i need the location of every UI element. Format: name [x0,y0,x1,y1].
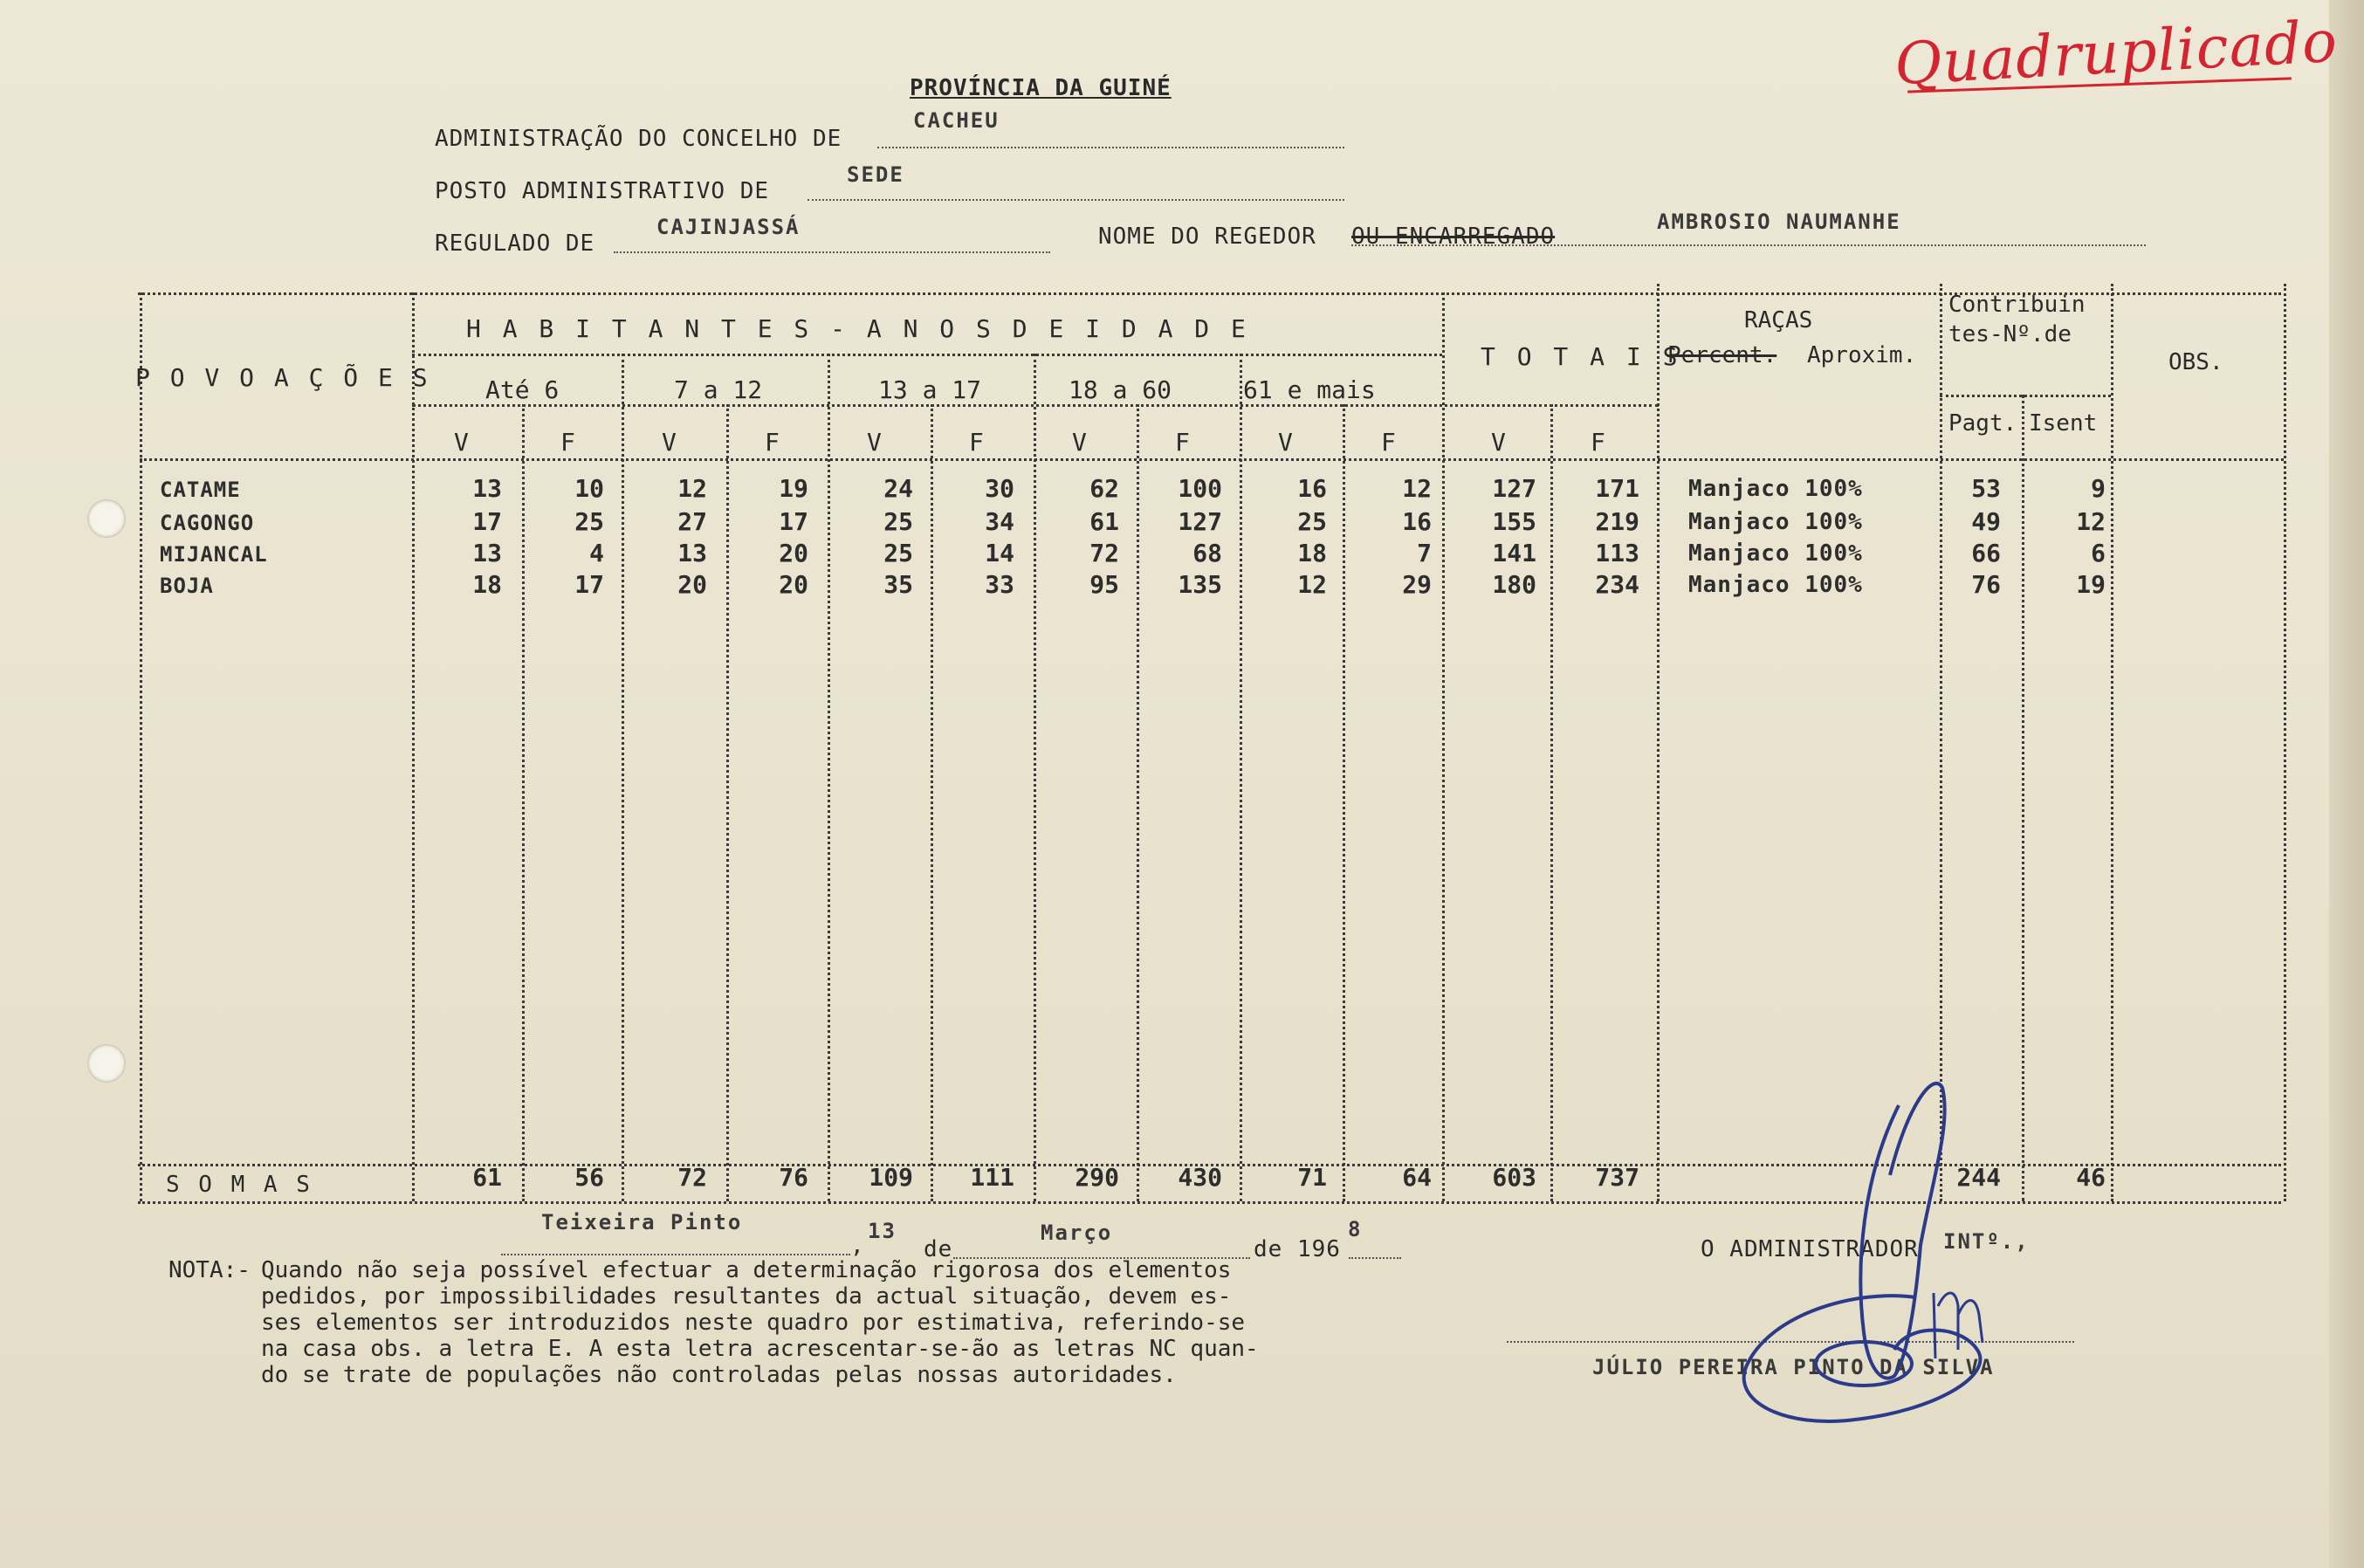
age-count-cell: 25 [883,539,913,567]
age-count-cell: 13 [472,539,502,567]
col-divider [522,404,525,1201]
vf-header-cell: V [1072,428,1087,457]
place-line [501,1254,850,1255]
racas-subheader: Aproxim. [1807,342,1917,368]
year-suffix: 8 [1348,1217,1363,1241]
soma-cell: 64 [1402,1163,1432,1192]
comma: , [850,1233,865,1259]
punch-hole-top [87,499,126,538]
soma-total-cell: 603 [1492,1163,1536,1192]
table-left-border [140,292,142,1201]
isent-cell: 9 [2091,474,2106,503]
regedor-value: AMBROSIO NAUMANHE [1657,210,1901,234]
isent-cell: 6 [2091,539,2106,567]
age-count-cell: 4 [589,539,604,567]
soma-cell: 430 [1178,1163,1222,1192]
age-count-cell: 20 [779,539,808,567]
totais-header: T O T A I S [1481,342,1681,371]
age-count-cell: 25 [574,507,604,536]
age-count-cell: 17 [779,507,808,536]
pagt-cell: 53 [1971,474,2001,503]
povoacao-name: CATAME [160,478,241,502]
raca-cell: Manjaco 100% [1688,476,1863,502]
regedor-label: NOME DO REGEDOR [1098,224,1316,250]
vf-header-cell: V [662,428,677,457]
col-divider [1442,292,1445,1201]
soma-cell: 61 [472,1163,502,1192]
soma-total-cell: 46 [2076,1163,2106,1192]
age-count-cell: 24 [883,474,913,503]
total-cell: 180 [1492,570,1536,599]
nota-block [168,1257,1446,1388]
vf-header-cell: V [1278,428,1293,457]
nota-line: ses elementos ser introduzidos neste quadro por estimativa, referindo-se [261,1310,1246,1336]
year-prefix: de 196 [1254,1236,1341,1262]
soma-cell: 56 [574,1163,604,1192]
age-count-cell: 25 [883,507,913,536]
concelho-value: CACHEU [913,108,1000,133]
pagt-header: Pagt. [1948,410,2017,437]
contrib-divider [1940,395,2111,397]
age-count-cell: 29 [1402,570,1432,599]
regulado-label: REGULADO DE [435,230,595,257]
admin-suffix: INTº., [1943,1229,2030,1254]
vf-header-cell: F [1175,428,1190,457]
day-value: 13 [868,1219,897,1243]
vf-header-cell: F [1381,428,1396,457]
total-cell: 155 [1492,507,1536,536]
somas-label: S O M A S [166,1172,313,1198]
posto-line [807,199,1344,201]
soma-cell: 109 [869,1163,913,1192]
age-count-cell: 25 [1297,507,1327,536]
regedor-struck-text: OU ENCARREGADO [1351,224,1556,250]
col-divider [1034,354,1036,1201]
header-bottom-divider [140,458,2284,461]
age-count-cell: 27 [677,507,707,536]
col-divider [931,404,933,1201]
age-group-2: 13 a 17 [878,375,982,404]
racas-header: RAÇAS [1744,307,1813,334]
povoacoes-header: P O V O A Ç Õ E S [135,363,430,392]
punch-hole-bottom [87,1044,126,1083]
col-divider [1657,284,1660,1201]
age-count-cell: 95 [1089,570,1119,599]
age-count-cell: 33 [985,570,1014,599]
vf-header-cell: F [969,428,984,457]
age-count-cell: 16 [1297,474,1327,503]
place-value: Teixeira Pinto [541,1210,743,1234]
nota-label: NOTA:- [168,1257,251,1283]
handwritten-signature [1733,1070,2099,1437]
col-divider [412,292,415,1201]
age-count-cell: 30 [985,474,1014,503]
age-count-cell: 18 [1297,539,1327,567]
month-value: Março [1041,1221,1113,1245]
handwritten-annotation: Quadruplicado [1893,7,2340,99]
isent-cell: 19 [2076,570,2106,599]
age-group-1: 7 a 12 [674,375,763,404]
raca-cell: Manjaco 100% [1688,540,1863,567]
isent-cell: 12 [2076,507,2106,536]
age-group-3: 18 a 60 [1069,375,1172,404]
vf-header-cell: V [454,428,469,457]
contrib-header-2: tes-Nº.de [1948,321,2072,347]
concelho-line [877,147,1344,148]
age-count-cell: 20 [779,570,808,599]
col-divider [622,354,624,1201]
age-count-cell: 20 [677,570,707,599]
regulado-value: CAJINJASSÁ [656,215,801,239]
vf-header-cell: F [1591,428,1605,457]
age-count-cell: 10 [574,474,604,503]
age-count-cell: 68 [1192,539,1222,567]
age-count-cell: 127 [1178,507,1222,536]
regulado-line [614,251,1050,253]
col-divider [726,404,729,1201]
total-cell: 234 [1595,570,1639,599]
age-count-cell: 17 [574,570,604,599]
raca-cell: Manjaco 100% [1688,572,1863,598]
posto-label: POSTO ADMINISTRATIVO DE [435,178,770,204]
vf-header-cell: V [1491,428,1506,457]
province-title: PROVÍNCIA DA GUINÉ [910,75,1172,101]
soma-cell: 111 [970,1163,1014,1192]
vf-header-cell: V [867,428,882,457]
racas-struck: Percent. [1667,342,1777,368]
age-count-cell: 35 [883,570,913,599]
paper-edge [2329,0,2364,1568]
col-divider [1137,404,1139,1201]
soma-cell: 72 [677,1163,707,1192]
col-divider [1940,284,1942,1201]
col-divider [2111,284,2113,1201]
concelho-label: ADMINISTRAÇÃO DO CONCELHO DE [435,126,842,152]
age-count-cell: 135 [1178,570,1222,599]
age-count-cell: 72 [1089,539,1119,567]
soma-cell: 76 [779,1163,808,1192]
povoacao-name: MIJANCAL [160,542,268,567]
nota-line: do se trate de populações não controladas pelas nossas autoridades. [261,1362,1177,1388]
admin-label: O ADMINISTRADOR [1701,1236,1919,1262]
total-cell: 113 [1595,539,1639,567]
age-count-cell: 19 [779,474,808,503]
de-label: de [924,1236,953,1262]
age-count-cell: 14 [985,539,1014,567]
age-count-cell: 34 [985,507,1014,536]
pagt-cell: 76 [1971,570,2001,599]
soma-total-cell: 737 [1595,1163,1639,1192]
age-count-cell: 12 [1402,474,1432,503]
contrib-header-1: Contribuin [1948,292,2086,318]
age-count-cell: 61 [1089,507,1119,536]
isent-header: Isent [2029,410,2098,437]
nota-line: na casa obs. a letra E. A esta letra acrescentar-se-ão as letras NC quan- [261,1336,1259,1362]
soma-total-cell: 244 [1956,1163,2001,1192]
nota-text [261,1257,1446,1388]
age-count-cell: 12 [677,474,707,503]
habitantes-header: H A B I T A N T E S - A N O S D E I D A D E [466,314,1249,343]
table-right-border [2284,284,2286,1201]
vf-header-cell: F [765,428,780,457]
raca-cell: Manjaco 100% [1688,509,1863,535]
age-count-cell: 12 [1297,570,1327,599]
col-divider [1343,404,1345,1201]
col-divider [1550,404,1553,1201]
pagt-cell: 66 [1971,539,2001,567]
age-count-cell: 62 [1089,474,1119,503]
age-count-cell: 13 [677,539,707,567]
total-cell: 219 [1595,507,1639,536]
age-count-cell: 18 [472,570,502,599]
povoacao-name: CAGONGO [160,511,255,535]
regedor-line [1351,244,2146,246]
soma-cell: 290 [1075,1163,1119,1192]
total-cell: 171 [1595,474,1639,503]
admin-name: JÚLIO PEREIRA PINTO DA SILVA [1592,1355,1995,1379]
col-divider [1240,354,1242,1201]
age-group-4: 61 e mais [1243,375,1376,404]
age-count-cell: 16 [1402,507,1432,536]
age-count-cell: 100 [1178,474,1222,503]
total-cell: 127 [1492,474,1536,503]
age-count-cell: 17 [472,507,502,536]
posto-value: SEDE [847,162,904,187]
col-divider [828,354,830,1201]
pagt-cell: 49 [1971,507,2001,536]
nota-line: Quando não seja possível efectuar a determinação rigorosa dos elementos [261,1257,1232,1283]
soma-cell: 71 [1297,1163,1327,1192]
age-count-cell: 13 [472,474,502,503]
age-group-0: Até 6 [485,375,560,404]
nota-line: pedidos, por impossibilidades resultantes da actual situação, devem es- [261,1283,1232,1310]
total-cell: 141 [1492,539,1536,567]
vf-header-cell: F [560,428,575,457]
obs-header: OBS. [2168,349,2223,375]
habitantes-divider [412,354,1442,356]
age-count-cell: 7 [1417,539,1432,567]
povoacao-name: BOJA [160,574,214,598]
